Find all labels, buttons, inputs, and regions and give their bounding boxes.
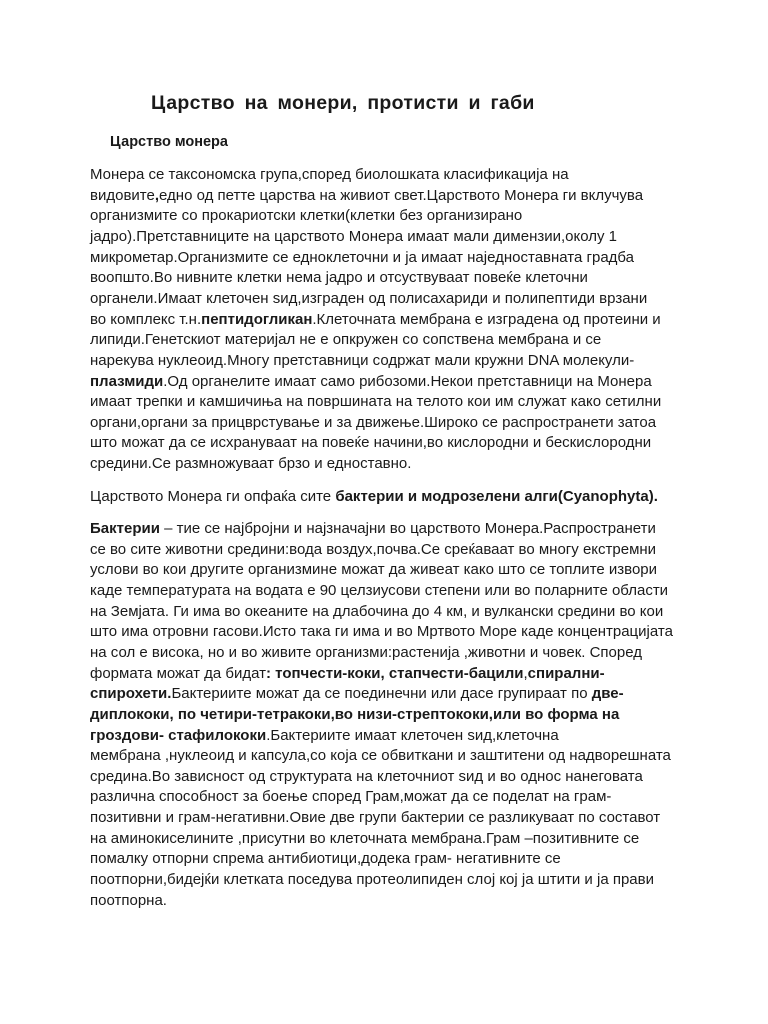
text-run: формата можат да бидат [90, 664, 267, 682]
paragraph-line [90, 413, 656, 433]
text-run: средина.Во зависност од структурата на клеточниот sид и во однос нанеговата [90, 767, 643, 785]
paragraph-line [90, 891, 167, 911]
text-run: , [523, 664, 528, 682]
text-run: на аминокиселините ,присутни во клеточната мембрана.Грам –позитивните се [90, 829, 640, 847]
text-run: – тие се најбројни и најзначајни во царството Монера.Распространети [159, 520, 656, 537]
document-title: Царство на монери, протисти и габи [151, 92, 535, 114]
bold-text: гроздови- стафилококи [90, 726, 267, 744]
bold-text: спирални- [527, 664, 605, 682]
text-run: услови во кои другите организмине можат да живеат како што се топлите извори [90, 561, 658, 579]
text-run: .Бактериите имаат клеточен sид,клеточна [266, 726, 559, 744]
text-run: органи,органи за прицврстување и за движење.Широко се распространети затоа [90, 413, 657, 431]
text-run: помалку отпорни спрема антибиотици,додека грам- негативните се [90, 850, 561, 868]
text-run: организмите со прокариотски клетки(клетки без организирано [90, 207, 523, 225]
text-run: едно од петте царства на живиот свет.Царството Монера ги вклучува [159, 186, 644, 204]
text-run: воопшто.Во нивните клетки нема јадро и отсуствуваат повеќе клеточни [90, 269, 588, 287]
text-run: .Клеточната мембрана е изградена од протеини и [312, 310, 661, 328]
bold-text: плазмиди [90, 372, 164, 390]
text-run: мембрана ,нуклеоид и капсула,со која се обвиткани и заштитени од надворешната [90, 747, 671, 765]
text-run: јадро).Претставниците на царството Монера имаат мали димензии,околу 1 [90, 227, 618, 245]
text-run: на сол е висока, но и во живите организми:растенија ,животни и човек. Според [90, 643, 642, 661]
paragraph-line [90, 643, 642, 663]
paragraph-line [90, 767, 643, 787]
paragraph-line [90, 787, 611, 807]
bold-text: две- [591, 685, 624, 703]
text-run: каде температурата на водата е 90 целзиусови степени или во поларните области [90, 581, 669, 599]
paragraph-line [90, 310, 661, 330]
bold-text: спирохети. [90, 685, 172, 703]
paragraph-line [90, 487, 658, 507]
paragraph-line [90, 870, 654, 890]
text-run: Бактериите можат да се поединечни или дасе групираат по [171, 685, 592, 703]
section-heading: Царство монера [110, 134, 228, 150]
paragraph-line [90, 808, 660, 828]
paragraph-line [90, 433, 651, 453]
paragraph-line [90, 622, 673, 642]
paragraph-line [90, 454, 411, 474]
text-run: нарекува нуклеоид.Многу претставници содржат мали кружни DNA молекули- [90, 351, 635, 369]
text-run: се во сите животни средини:вода воздух,почва.Се среќаваат во многу екстремни [90, 540, 657, 558]
paragraph-line [90, 664, 605, 684]
paragraph-line [90, 372, 652, 392]
text-run: .Од органелите имаат само рибозоми.Некои претставници на Монера [163, 372, 652, 390]
paragraph-line [90, 392, 661, 412]
text-run: средини.Се размножуваат брзо и едноставно. [90, 455, 412, 473]
text-run: микрометар.Организмите се едноклеточни и ја имаат наједноставната градба [90, 248, 635, 266]
bold-text: : топчести-коки, стапчести-бацили [266, 664, 524, 682]
bold-text: пептидогликан [201, 310, 313, 328]
paragraph-line [90, 849, 561, 869]
bold-text: Бактерии [90, 520, 160, 537]
text-run: различна способност за боење според Грам,можат да се поделат на грам- [90, 788, 612, 806]
text-run: липиди.Генетскиот материјал не е опкружен со сопствена мембрана и се [90, 331, 602, 349]
paragraph-line [90, 227, 617, 247]
paragraph-line [90, 330, 601, 350]
text-run: позитивни и грам-негативни.Овие две групи бактерии се разликуваат по составот [90, 809, 661, 827]
paragraph-line [90, 829, 639, 849]
text-run: имаат трепки и камшичиња на површината на телото кои им служат како сетилни [90, 393, 662, 411]
paragraph-line [90, 726, 559, 746]
paragraph-line [90, 519, 656, 539]
text-run: на Земјата. Ги има во океаните на длабочина до 4 км, и вулкански средини во кои [90, 602, 664, 620]
paragraph-line [90, 684, 624, 704]
text-run: видовите [90, 186, 155, 204]
text-run: во комплекс т.н. [90, 310, 202, 328]
paragraph-line [90, 746, 671, 766]
paragraph-line [90, 351, 634, 371]
bold-text: диплококи, по четири-тетракоки,во низи-стрептококи,или во форма на [90, 705, 620, 723]
paragraph-line [90, 289, 647, 309]
paragraph-line [90, 165, 569, 185]
text-run: што можат да се исхрануваат на повеќе начини,во кислородни и бескислородни [90, 434, 652, 452]
bold-text: бактерии и модрозелени алги(Cyanophyta). [335, 488, 658, 505]
paragraph-line [90, 206, 522, 226]
paragraph-line [90, 560, 657, 580]
text-run: Монера се таксономска група,според биолошката класификација на [90, 166, 569, 183]
text-run: поотпорни,бидејќи клетката поседува протеолипиден слој кој ја штити и ја прави [90, 871, 654, 889]
paragraph-line [90, 602, 663, 622]
paragraph-line [90, 248, 634, 268]
bold-text: , [154, 186, 160, 204]
paragraph-line [90, 540, 656, 560]
paragraph-line [90, 581, 668, 601]
text-run: органели.Имаат клеточен sид,изграден од полисахариди и полипептиди врзани [90, 289, 648, 307]
paragraph-line [90, 186, 643, 206]
paragraph-line [90, 705, 619, 725]
text-run: што има отровни гасови.Исто така ги има и во Мртвото Море каде концентрацијата [90, 623, 673, 641]
text-run: Царството Монера ги опфаќа сите [90, 488, 336, 505]
paragraph-line [90, 268, 588, 288]
text-run: поотпорна. [90, 891, 167, 909]
